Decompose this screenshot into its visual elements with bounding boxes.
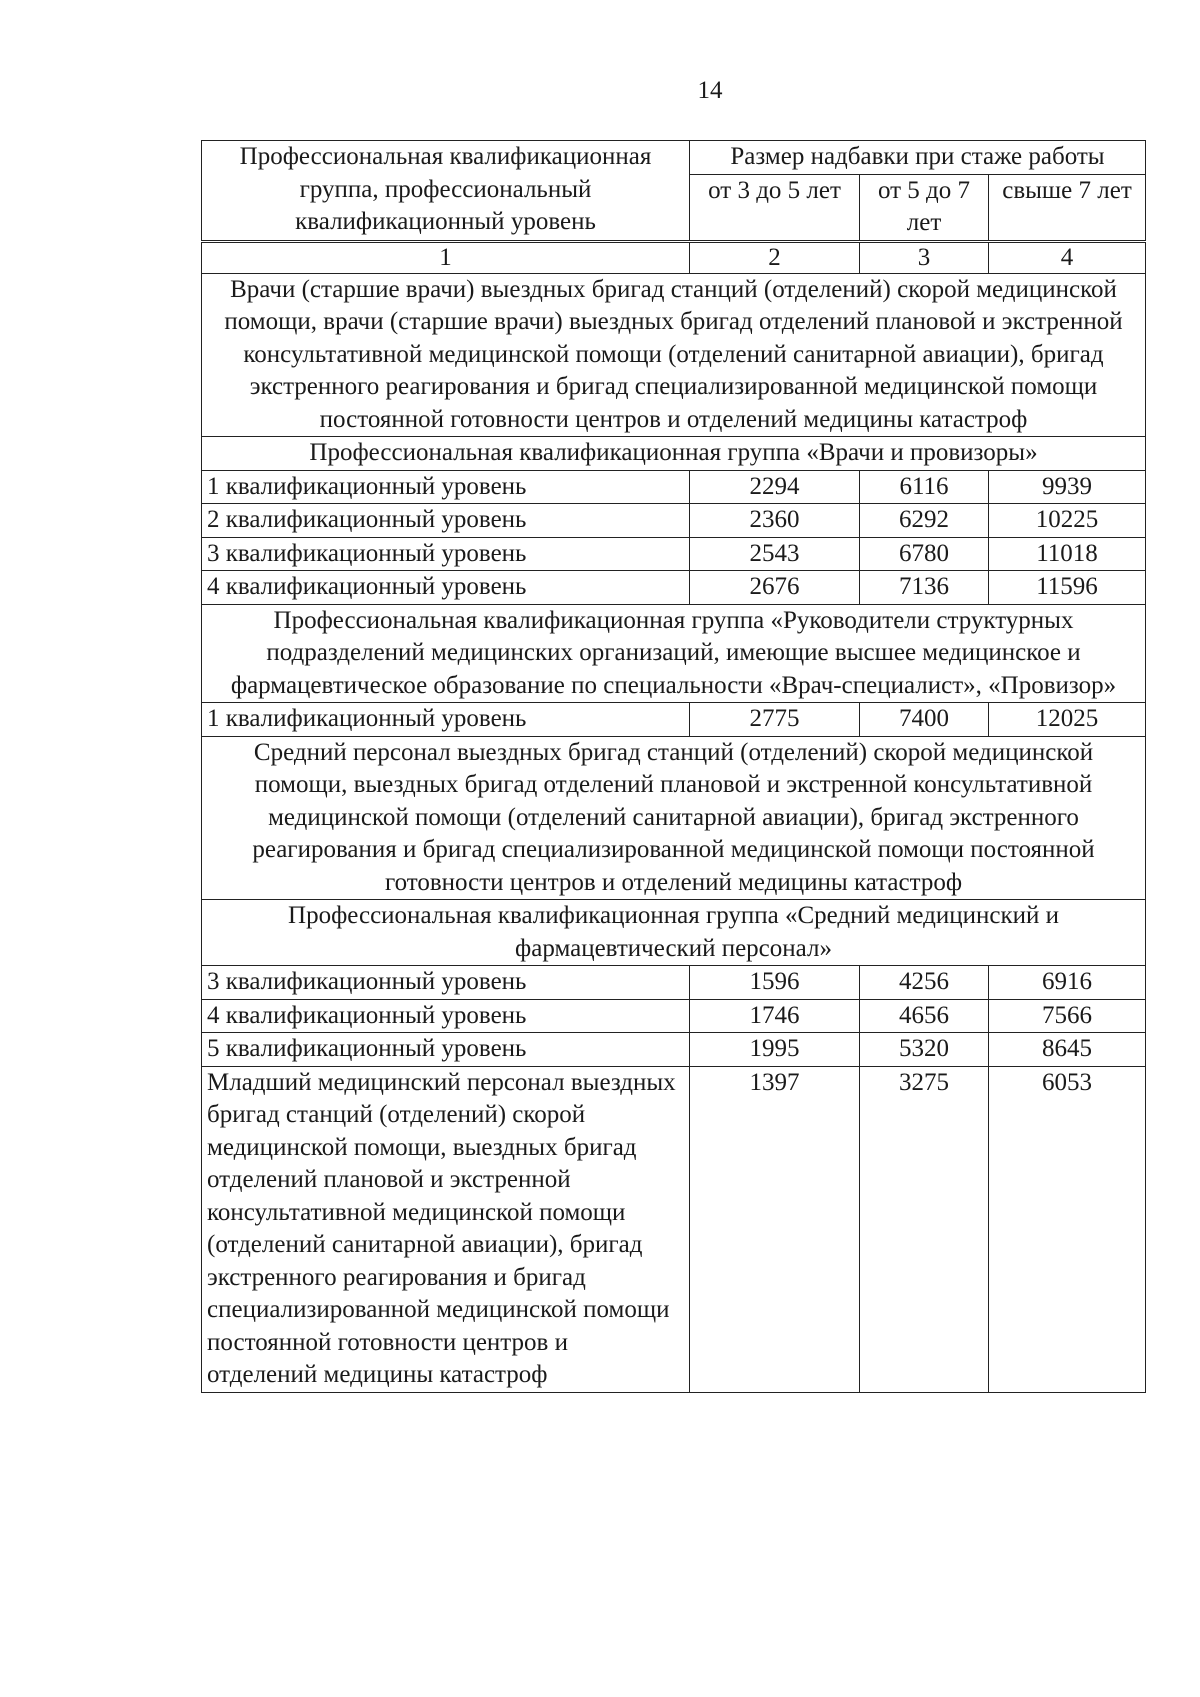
value-5-7: 3275: [860, 1066, 989, 1392]
junior-staff-label: Младший медицинский персонал выездных бригад станций (отделений) скорой медицинской помощи, выездных бригад отделений плановой и экстренной консультативной медицинской помощи (отделений санитарной авиации), бригад экстренного реагирования и бригад специализированной медицинской помощи постоянной готовности центров и отделений медицины катастроф: [202, 1066, 690, 1392]
value-over-7: 12025: [989, 703, 1146, 737]
group-title: Профессиональная квалификационная группа «Врачи и провизоры»: [202, 437, 1146, 471]
header-col-3-5: от 3 до 5 лет: [690, 174, 860, 241]
value-3-5: 1596: [690, 966, 860, 1000]
value-3-5: 2294: [690, 470, 860, 504]
value-5-7: 6780: [860, 537, 989, 571]
section-title: Врачи (старшие врачи) выездных бригад станций (отделений) скорой медицинской помощи, врачи (старшие врачи) выездных бригад отделений плановой и экстренной консультативной медицинской помощи (отделений санитарной авиации), бригад экстренного реагирования и бригад специализированной медицинской помощи постоянной готовности центров и отделений медицины катастроф: [202, 273, 1146, 437]
table-row: [202, 999, 1146, 1033]
group-title-row: [202, 604, 1146, 703]
value-over-7: 11018: [989, 537, 1146, 571]
level-label: 4 квалификационный уровень: [202, 571, 690, 605]
table-row: [202, 504, 1146, 538]
value-3-5: 1397: [690, 1066, 860, 1392]
table-row: [202, 537, 1146, 571]
value-over-7: 9939: [989, 470, 1146, 504]
column-number: 2: [690, 241, 860, 273]
group-title: Профессиональная квалификационная группа «Средний медицинский и фармацевтический персонал»: [202, 900, 1146, 966]
column-numbers-row: [202, 241, 1146, 273]
column-number: 3: [860, 241, 989, 273]
allowance-table: [201, 140, 1146, 1393]
value-over-7: 6916: [989, 966, 1146, 1000]
group-title: Профессиональная квалификационная группа «Руководители структурных подразделений медицинских организаций, имеющие высшее медицинское и фармацевтическое образование по специальности «Врач-специалист», «Провизор»: [202, 604, 1146, 703]
value-3-5: 2360: [690, 504, 860, 538]
table-row: [202, 571, 1146, 605]
table-row: [202, 703, 1146, 737]
value-3-5: 2775: [690, 703, 860, 737]
value-5-7: 4656: [860, 999, 989, 1033]
value-5-7: 5320: [860, 1033, 989, 1067]
value-5-7: 7136: [860, 571, 989, 605]
level-label: 1 квалификационный уровень: [202, 703, 690, 737]
section-title-row: [202, 736, 1146, 900]
section-title: Средний персонал выездных бригад станций (отделений) скорой медицинской помощи, выездных бригад отделений плановой и экстренной консультативной медицинской помощи (отделений санитарной авиации), бригад экстренного реагирования и бригад специализированной медицинской помощи постоянной готовности центров и отделений медицины катастроф: [202, 736, 1146, 900]
table-row: [202, 966, 1146, 1000]
group-title-row: [202, 437, 1146, 471]
header-group-cell: Профессиональная квалификационная группа, профессиональный квалификационный уровень: [202, 141, 690, 242]
level-label: 5 квалификационный уровень: [202, 1033, 690, 1067]
header-allowance-title: Размер надбавки при стаже работы: [690, 141, 1146, 175]
level-label: 1 квалификационный уровень: [202, 470, 690, 504]
value-3-5: 2543: [690, 537, 860, 571]
column-number: 4: [989, 241, 1146, 273]
value-3-5: 1746: [690, 999, 860, 1033]
column-number: 1: [202, 241, 690, 273]
value-5-7: 4256: [860, 966, 989, 1000]
value-3-5: 2676: [690, 571, 860, 605]
level-label: 3 квалификационный уровень: [202, 966, 690, 1000]
value-5-7: 6116: [860, 470, 989, 504]
level-label: 3 квалификационный уровень: [202, 537, 690, 571]
value-over-7: 6053: [989, 1066, 1146, 1392]
value-over-7: 10225: [989, 504, 1146, 538]
table-row: [202, 470, 1146, 504]
value-over-7: 7566: [989, 999, 1146, 1033]
header-col-over-7: свыше 7 лет: [989, 174, 1146, 241]
header-col-5-7: от 5 до 7 лет: [860, 174, 989, 241]
value-over-7: 8645: [989, 1033, 1146, 1067]
group-title-row: [202, 900, 1146, 966]
page-number: 14: [697, 77, 723, 104]
level-label: 2 квалификационный уровень: [202, 504, 690, 538]
value-5-7: 6292: [860, 504, 989, 538]
table-row: [202, 1033, 1146, 1067]
value-over-7: 11596: [989, 571, 1146, 605]
table-row: [202, 1066, 1146, 1392]
level-label: 4 квалификационный уровень: [202, 999, 690, 1033]
section-title-row: [202, 273, 1146, 437]
header-row: [202, 141, 1146, 175]
value-3-5: 1995: [690, 1033, 860, 1067]
value-5-7: 7400: [860, 703, 989, 737]
